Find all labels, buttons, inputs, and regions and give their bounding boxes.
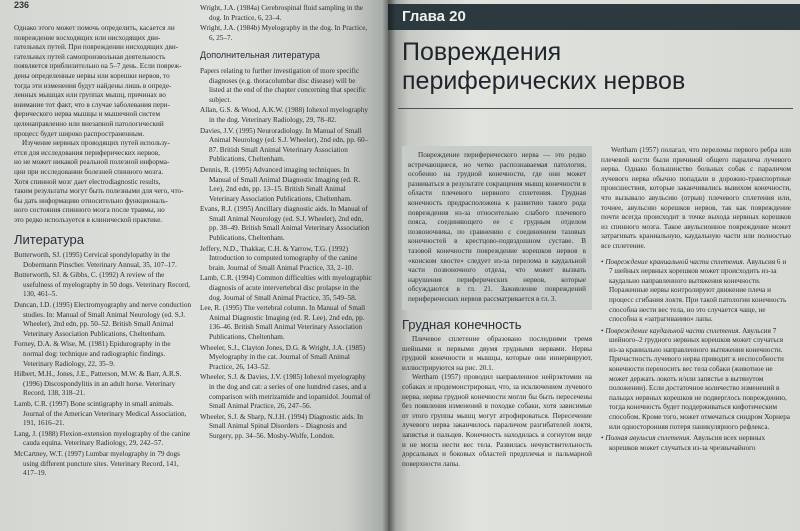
- chapter-title-line: периферических нервов: [402, 67, 686, 95]
- references-continued: [200, 4, 372, 43]
- injury-type-list: [601, 258, 791, 454]
- reference-item: Wheeler, S.J., Clayton Jones, D.G. & Wright, J.A. (1985) Myelography in the cat. Journal of Small Animal Practice, 26, 143–52.: [200, 343, 365, 371]
- reference-item: Allan, G.S. & Wood, A.K.W. (1988) Iohexol myelography in the dog. Veterinary Radiology, 29, 78–82.: [200, 106, 368, 124]
- left-column-2: [200, 4, 372, 443]
- literature-heading: Литература: [14, 232, 84, 248]
- intro-line: ции при исследовании болезней спинного мозга.: [14, 167, 164, 176]
- list-item-text: Авульсия 7 шейного–2 грудного нервных корешков может случаться из-за краниально направленного вытяжения конечности. Причастность лучевого нерва приводит к неспособности конечности переносить вес тела собаки (животное не может держать локоть и/или запястье в вытянутом положении). Если достаточное количество изменений в пальцах нервных корешков не подверглось повреждению, тогда конечность будет поддерживаться кифотическим способом. Кроме того, может отмечаться синдром Хорнера или односторонняя потеря паникулярного рефлекса.: [609, 326, 790, 431]
- reference-item: Duncan, I.D. (1995) Electromyography and nerve conduction studies. In: Manual of Small Animal Neurology (ed. S.J. Wheeler), 2nd edn, pp. 50–52. British Small Animal Veterinary Association Publications, Cheltenham.: [14, 301, 192, 338]
- intro-line: ленных мышцах или группах мышц, причинах во: [14, 91, 166, 100]
- callout-text: Повреждение периферического нерва — это редко встречающиеся, но четко распознаваемая патология, особенно на грудной конечности, где они может развиваться в результате сокращения мышц конечности в области плечевого нервного сплетения. Грудная конечность предрасположена к развитию такого рода повреждения из-за относительно слабого плечевого пояса, соединяющего ее с грудным отделом позвоночника, по сравнению с соединением тазовых конечностей в крестцово-подвздошном суставе. В тазовой конечности повреждение корешков нервов в «конском хвосте» следует из-за перелома в каудальной части позвоночного отдела, что может вызвать нарушения периферических нервов, которые обсуждаются в гл. 21. Заживление повреждений периферических нервов рассматривается в гл. 3.: [408, 151, 586, 303]
- intro-line: Изучение нервных проводящих путей использу-: [22, 139, 170, 148]
- intro-line: бы дать информацию относительно функциональ-: [14, 196, 168, 205]
- section-heading: Грудная конечность: [402, 316, 522, 332]
- left-page: [0, 0, 392, 531]
- reference-item: Hilbert, M.H., Jones, J.E., Patterson, M.W. & Barr, A.R.S. (1996) Discospondylitis in an adult horse. Veterinary Record, 138, 318–21.: [14, 370, 182, 398]
- reference-item: Papers relating to further investigation of more specific diagnoses (e.g. thoracolumbar disc disease) will be listed at the end of the chapter concerning that specific subject.: [200, 66, 367, 104]
- reference-item: Wright, J.A. (1984b) Myelography in the dog. In Practice, 6, 25–7.: [200, 24, 368, 42]
- intro-line: ется для исследования периферических нервов,: [14, 148, 160, 157]
- body-paragraph: Плечевое сплетение образовано последними тремя шейными и первыми двумя грудными нервами. Нервы грудной конечности и мышцы, которые они иннервируют, иллюстрируются на рис. 20.1.: [402, 335, 592, 372]
- list-item: • Повреждение каудальной части сплетения. Авульсия 7 шейного–2 грудного нервных корешков может случаться из-за краниально направленного вытяжения конечности. Причастность лучевого нерва приводит к неспособности конечности переносить вес тела собаки (животное не может держать локоть и/или запястье в вытянутом положении). Если достаточное количество изменений в пальцах нервных корешков не подверглось повреждению, тогда конечность будет поддерживаться кифотическим способом. Кроме того, может отмечаться синдром Хорнера или односторонняя потеря паникулярного рефлекса.: [601, 326, 790, 431]
- reference-item: Butterworth, SJ. (1995) Cervical spondylopathy in the Dobermann Pinscher. Veterinary Annual, 35, 107–17.: [14, 251, 177, 269]
- list-item-lead: Повреждение каудальной части сплетения.: [605, 326, 741, 335]
- reference-item: Jeffery, N.D., Thakkar, C.H. & Yarrow, T.G. (1992) Introduction to computed tomography of the canine brain. Journal of Small Animal Practice, 33, 2–10.: [200, 244, 358, 272]
- reference-item: Lamb, C.R. (1997) Bone scintigraphy in small animals. Journal of the American Veterinary Medical Association, 191, 1616–21.: [14, 399, 187, 428]
- list-item-text: Авульсия всех нервных корешков может случаться из-за чрезвычайного: [609, 434, 766, 452]
- further-reading-list: [200, 67, 372, 442]
- intro-line: ного состояния спинного мозга после травмы, но: [14, 206, 165, 215]
- body-paragraph: Wertham (1957) полагал, что переломы первого ребра или плечевой кости были причиной общего паралича лучевого нерва. Однако большинство больных собак с параличом лучевого нерва обычно попадали в дорожно-транспортные происшествия, которые заканчивались вывихом конечности, что вызывало авульсию (отрыв) плечевого сплетения или, точнее, авульсию корешков нервов, так как повреждение почти всегда происходит в точке выхода нервных корешков из спинного мозга. Такое авульсионное повреждение может затрагивать краниальную, каудальную части или полностью все сплетение.: [601, 146, 791, 250]
- list-item-text: Авульсия 6 и 7 шейных нервных корешков может происходить из-за каудально направленного вытяжения конечности. Пораженные нервы контролируют движение плеча и процесс сгибания локтя. При такой патологии конечность способна нести вес тела, но это случается чаще, не способна к «затрагиванию» лапы.: [609, 257, 787, 324]
- list-item-lead: Повреждение краниальной части сплетения.: [605, 257, 745, 266]
- chapter-label-band: [388, 4, 800, 30]
- intro-line: появляется приблизительно на 5–7 день. Если повреж-: [14, 62, 182, 71]
- references-list: [14, 251, 192, 479]
- reference-item: Lang, J. (1988) Flexion-extension myelography of the canine cauda equina. Veterinary Radiology, 29, 242–57.: [14, 429, 191, 448]
- reference-item: McCartney, W.T. (1997) Lumbar myelography in 79 dogs using different puncture sites. Veterinary Record, 141, 417–19.: [14, 449, 180, 478]
- intro-line: но не может никакой реальной полезной информа-: [14, 158, 170, 167]
- further-reading-heading: Дополнительная литература: [200, 50, 320, 61]
- chapter-title: [402, 38, 732, 96]
- page-number: 236: [14, 0, 30, 10]
- reference-item: Lee, R. (1995) The vertebral column. In Manual of Small Animal Diagnostic Imaging (ed. R. Lee), 2nd edn, pp. 136–46. British Small Animal Veterinary Association Publications, Cheltenham.: [200, 304, 366, 341]
- intro-line: таким результаты могут быть полезными для чего, что-: [14, 187, 184, 196]
- intro-line: дены определенные нервы или корешки нервов, то: [14, 71, 170, 80]
- right-column-1: [402, 146, 592, 469]
- reference-item: Butterworth, SJ. & Gibbs, C. (1992) A review of the usefulness of myelography in 50 dogs. Veterinary Record, 130, 461–5.: [14, 271, 190, 299]
- intro-line: это редко используется в клинической практике.: [14, 215, 163, 224]
- reference-item: Dennis, R. (1995) Advanced imaging techniques. In Manual of Small Animal Diagnostic Imaging (ed. R. Lee), 2nd edn, pp. 13–15. British Small Animal Veterinary Association Publications, Cheltenham.: [200, 165, 361, 203]
- chapter-rule: [398, 108, 793, 109]
- intro-line: гательных путей самопроизвольная деятельность: [14, 52, 166, 61]
- right-column-2: [601, 146, 791, 455]
- list-item: • Полная авульсия сплетения. Авульсия всех нервных корешков может случаться из-за чрезвычайного: [601, 434, 766, 452]
- chapter-title-line: Повреждения: [402, 38, 562, 66]
- reference-item: Wheeler, S.J. & Davies, J.V. (1985) Iohexol myelography in the dog and cat: a series of one hundred cases, and a comparison with metrizamide and iopamidol. Journal of Small Animal Practice, 26, 247–56.: [200, 373, 371, 411]
- right-page: [388, 0, 800, 531]
- left-column-1: [14, 6, 192, 480]
- chapter-intro-callout: [402, 146, 592, 310]
- list-item-lead: Полная авульсия сплетения.: [605, 434, 692, 443]
- reference-item: Evans, R.J. (1995) Ancillary diagnostic aids. In Manual of Small Animal Neurology (ed. S.J. Wheeler), 2nd edn, pp. 38–49. British Small Animal Veterinary Association Publications, Cheltenham.: [200, 205, 370, 243]
- reference-item: Lamb, C.R. (1994) Common difficulties with myelographic diagnosis of acute intervertebral disc prolapse in the dog. Journal of Small Animal Practice, 35, 549–58.: [200, 274, 372, 302]
- reference-item: Wright, J.A. (1984a) Cerebrospinal fluid sampling in the dog. In Practice, 6, 23–4.: [200, 4, 363, 22]
- intro-line: целенаправленно или внезапной патологический: [14, 119, 164, 128]
- reference-item: Forney, D.A. & Wise, M. (1981) Epidurography in the normal dog: technique and radiographic findings. Veterinary Radiology, 22, 35–9.: [14, 340, 171, 368]
- intro-line: тогда эти изменения будут найдены лишь в опреде-: [14, 81, 172, 90]
- intro-line: процесс будет широко распространенным.: [14, 129, 145, 138]
- intro-text: [14, 24, 192, 225]
- chapter-label: Глава 20: [402, 8, 466, 25]
- intro-line: Однако этого может помочь определить, касается ли повреждение восходящих или нисходящих дви-: [14, 24, 175, 42]
- intro-line: гательных путей. При повреждении нисходящих дви-: [14, 43, 179, 52]
- book-spine: [382, 0, 396, 531]
- list-item: • Повреждение краниальной части сплетения. Авульсия 6 и 7 шейных нервных корешков может происходить из-за каудально направленного вытяжения конечности. Пораженные нервы контролируют движение плеча и процесс сгибания локтя. При такой патологии конечность способна нести вес тела, но это случается чаще, не способна к «затрагиванию» лапы.: [601, 257, 787, 324]
- intro-line: ферического нерва мышцы и мышечной систем: [14, 110, 161, 119]
- intro-line: внимание тот факт, что в случае заболевания пери-: [14, 100, 170, 109]
- intro-line: Хотя спинной мозг дает electrodiagnostic results,: [14, 177, 161, 186]
- section-body: [402, 335, 592, 469]
- column-body: [601, 146, 791, 252]
- body-paragraph: Wertham (1957) проводил направленное нейрэктомии на собаках и продемонстрировал, что, за исключением лучевого нерва, нервы грудной конечности могли бы быть пересечены без появления изменений в походке собаки, хотя зависимые от этого группы мышц могут атрофироваться. Пересечение лучевого нерва заканчилось параличом разгибателей локтя, запястья и пальцев. Конечность находилась в согнутом виде и не могла нести вес тела. Развилась нечувствительность дорсальных и боковых областей предплечья и пальмарной поверхности лапы.: [402, 373, 592, 468]
- reference-item: Davies, J.V. (1995) Neuroradiology. In Manual of Small Animal Neurology (ed. S.J. Wheeler), 2nd edn, pp. 60–87. British Small Animal Veterinary Association Publications, Cheltenham.: [200, 126, 369, 164]
- reference-item: Wheeler, S.J. & Sharp, N.J.H. (1994) Diagnostic aids. In Small Animal Spinal Disorders – Diagnosis and Surgery, pp. 34–56. Mosby-Wolfe, London.: [200, 412, 363, 440]
